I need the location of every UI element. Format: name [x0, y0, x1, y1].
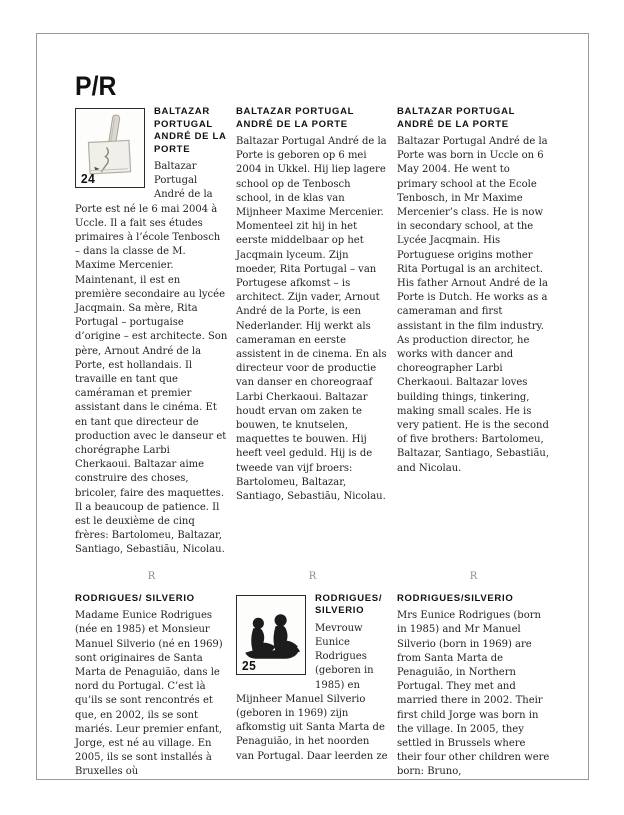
page-content	[75, 34, 557, 780]
figure-25	[236, 595, 306, 675]
entry-body-en: Baltazar Portugal André de la Porte was born in Uccle on 6 May 2004. He went to primary school at the Ecole Tenbosch, in Mr Maxime Mercenier’s class. He is now in secondary school, at the Lycée Jacqmain. His Portuguese origins mother Rita Portugal is an architect. His father Arnout André de la Porte is Dutch. He works as a cameraman and first assistant in the film industry. As production director, he works with dancer and choreographer Larbi Cherkaoui. Baltazar loves building things, tinkering, making small scales. He is very patient. He is the second of five brothers: Bartolomeu, Baltazar, Santiago, Sebastiãu, and Nicolau.	[397, 136, 550, 474]
entry-body-nl: Mevrouw Eunice Rodrigues (geboren in 1985) en Mijnheer Manuel Silverio (geboren in 1969) zijn afkomstig uit Santa Marta de Penaguião, in het noorden van Portugal. Daar leerden ze	[236, 622, 388, 762]
section-marker-r: R	[147, 570, 156, 582]
figure-24-number: 24	[81, 171, 96, 186]
entry-baltazar	[75, 106, 557, 558]
entry-heading-en: RODRIGUES/SILVERIO	[397, 592, 514, 604]
entry-baltazar-col-fr	[75, 106, 228, 558]
entry-heading-fr: RODRIGUES/ SILVERIO	[75, 592, 195, 604]
section-marker-r: R	[469, 570, 478, 582]
entry-heading-nl: RODRIGUES/ SILVERIO	[315, 592, 383, 617]
entry-body-fr: Baltazar Portugal André de la Porte est né le 6 mai 2004 à Uccle. Il a fait ses études primaires à l’école Tenbosch – dans la classe de M. Maxime Mercenier. Maintenant, il est en première secondaire au lycée Jacqmain. Sa mère, Rita Portugal – portugaise d’origine – est architecte. Son père, Arnout André de la Porte, est hollandais. Il travaille en tant que caméraman et premier assistant dans le cinéma. Et en tant que directeur de production avec le danseur et chorégraphe Larbi Cherkaoui. Baltazar aime construire des choses, bricoler, faire des maquettes. Il a beaucoup de patience. Il est le deuxième de cinq frères: Bartolomeu, Baltazar, Santiago, Sebastiãu, Nicolau.	[75, 161, 228, 556]
entry-rodrigues-col-fr	[75, 593, 228, 780]
section-markers	[75, 571, 557, 582]
figure-25-number: 25	[242, 657, 257, 673]
entry-body-nl: Baltazar Portugal André de la Porte is geboren op 6 mei 2004 in Ukkel. Hij liep lagere school op de Tenbosch school, in de klas van Mijnheer Maxime Mercenier. Momenteel zit hij in het eerste middelbaar op het Jacqmain lyceum. Zijn moeder, Rita Portugal – van Portugese afkomst – is architect. Zijn vader, Arnout André de la Porte, is een Nederlander. Hij werkt als cameraman en eerste assistent in de cinema. En als directeur voor de productie van danser en choreograaf Larbi Cherkaoui. Baltazar houdt ervan om zaken te bouwen, te knutselen, maquettes te bouwen. Hij heeft veel geduld. Hij is de tweede van vijf broers: Bartolomeu, Baltazar, Santiago, Sebastiãu, Nicolau.	[236, 136, 387, 503]
page-title: P/R	[75, 71, 117, 101]
entry-rodrigues-col-nl	[236, 593, 389, 780]
section-marker-r: R	[308, 570, 317, 582]
entry-body-en: Mrs Eunice Rodrigues (born in 1985) and Mr Manuel Silverio (born in 1969) are from Santa Marta de Penaguião, in Northern Portugal. They met and married there in 2002. Their first child Jorge was born in the village. In 2005, they settled in Brussels where their four other children were born: Bruno,	[397, 610, 550, 778]
entry-baltazar-col-en	[397, 106, 550, 558]
figure-24	[75, 108, 145, 188]
entry-body-fr: Madame Eunice Rodrigues (née en 1985) et Monsieur Manuel Silverio (né en 1969) sont originaires de Santa Marta de Penaguião, dans le nord du Portugal. C’est là qu’ils se sont rencontrés et que, en 2002, ils se sont mariés. Leur premier enfant, Jorge, est né au village. En 2005, ils se sont installés à Bruxelles où	[75, 610, 223, 778]
entry-rodrigues	[75, 593, 557, 780]
entry-rodrigues-col-en	[397, 593, 550, 780]
entry-heading-en: BALTAZAR PORTUGAL ANDRÉ DE LA PORTE	[397, 106, 515, 130]
entry-heading-nl: BALTAZAR PORTUGAL ANDRÉ DE LA PORTE	[236, 106, 354, 130]
book-page	[36, 33, 589, 780]
entry-baltazar-col-nl	[236, 106, 389, 558]
entry-heading-fr: BALTAZAR PORTUGAL ANDRÉ DE LA PORTE	[154, 106, 227, 155]
